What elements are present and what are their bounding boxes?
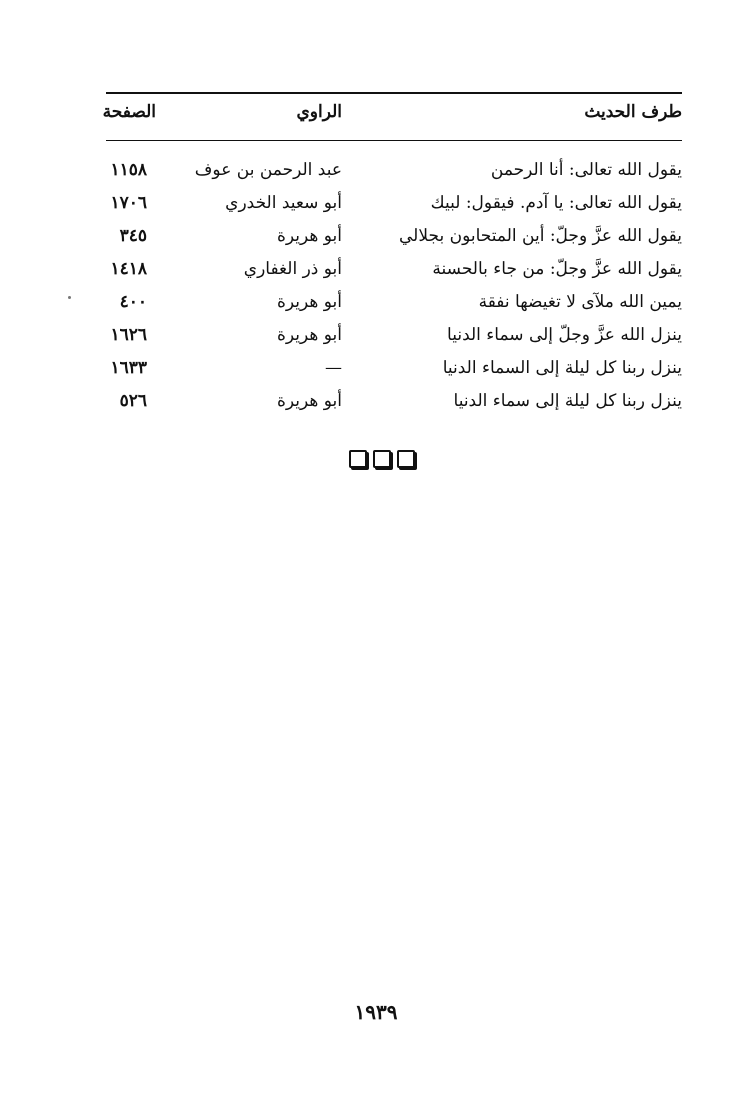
narrator-cell: أبو ذر الغفاري bbox=[243, 259, 342, 279]
table-row bbox=[0, 358, 752, 391]
hadith-cell: يقول الله عزَّ وجلّ: أين المتحابون بجلالي bbox=[399, 226, 682, 246]
table-row bbox=[0, 160, 752, 193]
table-row bbox=[0, 259, 752, 292]
table-row bbox=[0, 292, 752, 325]
hadith-cell: يقول الله عزَّ وجلّ: من جاء بالحسنة bbox=[432, 259, 682, 279]
top-rule bbox=[106, 92, 682, 94]
hadith-cell: ينزل ربنا كل ليلة إلى السماء الدنيا bbox=[442, 358, 682, 378]
table-row bbox=[0, 391, 752, 424]
scan-speck bbox=[68, 296, 71, 299]
narrator-cell: عبد الرحمن بن عوف bbox=[194, 160, 342, 180]
header-page: الصفحة bbox=[102, 102, 156, 122]
header-rule bbox=[106, 140, 682, 141]
hadith-cell: يقول الله تعالى: أنا الرحمن bbox=[490, 160, 682, 180]
page-cell: ١٧٠٦ bbox=[110, 193, 147, 213]
hadith-cell: يقول الله تعالى: يا آدم. فيقول: لبيك bbox=[430, 193, 682, 213]
table-row bbox=[0, 226, 752, 259]
narrator-cell: أبو سعيد الخدري bbox=[225, 193, 342, 213]
narrator-cell: — bbox=[325, 358, 342, 378]
hadith-cell: ينزل ربنا كل ليلة إلى سماء الدنيا bbox=[453, 391, 682, 411]
page-cell: ١٤١٨ bbox=[110, 259, 147, 279]
narrator-cell: أبو هريرة bbox=[276, 292, 342, 312]
square-box-icon bbox=[349, 450, 367, 468]
table-row bbox=[0, 325, 752, 358]
square-box-icon bbox=[397, 450, 415, 468]
three-square-boxes-icon bbox=[349, 450, 415, 468]
page-cell: ٣٤٥ bbox=[119, 226, 147, 246]
narrator-cell: أبو هريرة bbox=[276, 226, 342, 246]
page-cell: ١١٥٨ bbox=[110, 160, 147, 180]
table-row bbox=[0, 193, 752, 226]
hadith-cell: ينزل الله عزَّ وجلّ إلى سماء الدنيا bbox=[447, 325, 682, 345]
page-cell: ١٦٢٦ bbox=[110, 325, 147, 345]
page-number: ١٩٣٩ bbox=[354, 1000, 398, 1024]
hadith-index-table bbox=[0, 160, 752, 424]
page-cell: ٤٠٠ bbox=[119, 292, 147, 312]
page-cell: ٥٢٦ bbox=[119, 391, 147, 411]
square-box-icon bbox=[373, 450, 391, 468]
narrator-cell: أبو هريرة bbox=[276, 325, 342, 345]
page-cell: ١٦٣٣ bbox=[110, 358, 147, 378]
header-narrator: الراوي bbox=[296, 102, 342, 122]
hadith-cell: يمين الله ملآى لا تغيضها نفقة bbox=[478, 292, 682, 312]
narrator-cell: أبو هريرة bbox=[276, 391, 342, 411]
header-hadith: طرف الحديث bbox=[584, 102, 682, 122]
